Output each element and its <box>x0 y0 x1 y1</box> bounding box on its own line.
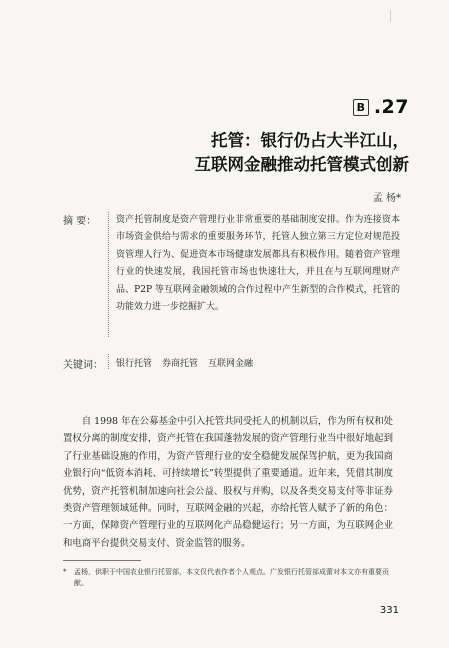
abstract-label: 摘 要： <box>63 216 97 227</box>
keyword: 银行托管 <box>116 359 153 369</box>
keywords-label: 关键词： <box>63 360 103 371</box>
keywords-divider <box>108 354 109 369</box>
chapter-code <box>353 96 409 118</box>
keyword: 券商托管 <box>162 359 199 369</box>
title-line-1: 托管：银行仍占大半江山， <box>211 131 409 150</box>
footnote-rule <box>63 560 141 561</box>
page-number: 331 <box>379 605 399 616</box>
footnote-marker: * <box>63 568 67 576</box>
book-series-icon: B <box>353 99 369 116</box>
keywords-list <box>116 356 253 369</box>
author: 孟 杨* <box>372 193 401 204</box>
footnote-text: 孟杨，供职于中国农业银行托管部，本文仅代表作者个人观点。广发银行托管部成蕾对本文亦有重要贡献。 <box>74 568 389 587</box>
keyword: 互联网金融 <box>208 359 254 369</box>
body-text <box>63 413 393 552</box>
chapter-number: .27 <box>373 96 409 118</box>
body-paragraph: 自 1998 年在公募基金中引入托管共同受托人的机制以后，作为所有权和处置权分离的制度安排，资产托管在我国蓬勃发展的资产管理行业当中很好地起到了行业基础设施的作用，为资产管理行业的安全稳健发展保驾护航，更为我国商业银行向“低资本消耗、可持续增长”转型提供了重要通道。近年来，凭借其制度优势，资产托管机制加速向社会公益、股权与并购，以及各类交易支付等非证券类资产管理领域延伸。同时，互联网金融的兴起，亦给托管人赋予了新的角色：一方面，保障资产管理行业的互联网化产品稳健运行；另一方面，为互联网企业和电商平台提供交易支付、资金监管的服务。 <box>63 416 393 549</box>
abstract-text: 资产托管制度是资产管理行业非常重要的基础制度安排。作为连接资本市场资金供给与需求的重要服务环节，托管人独立第三方定位对规范投资管理人行为、促进资本市场健康发展都具有积极作用。随着资产管理行业的快速发展，我国托管市场也快速壮大，并且在与互联网理财产品、P2P 等互联网金融领域的合作过程中产生新型的合作模式，托管的功能效力进一步挖掘扩大。 <box>116 215 400 313</box>
abstract-divider <box>108 212 109 337</box>
footnote <box>63 567 393 589</box>
title-line-2: 互联网金融推动托管模式创新 <box>194 155 409 174</box>
header-mark <box>390 10 391 22</box>
